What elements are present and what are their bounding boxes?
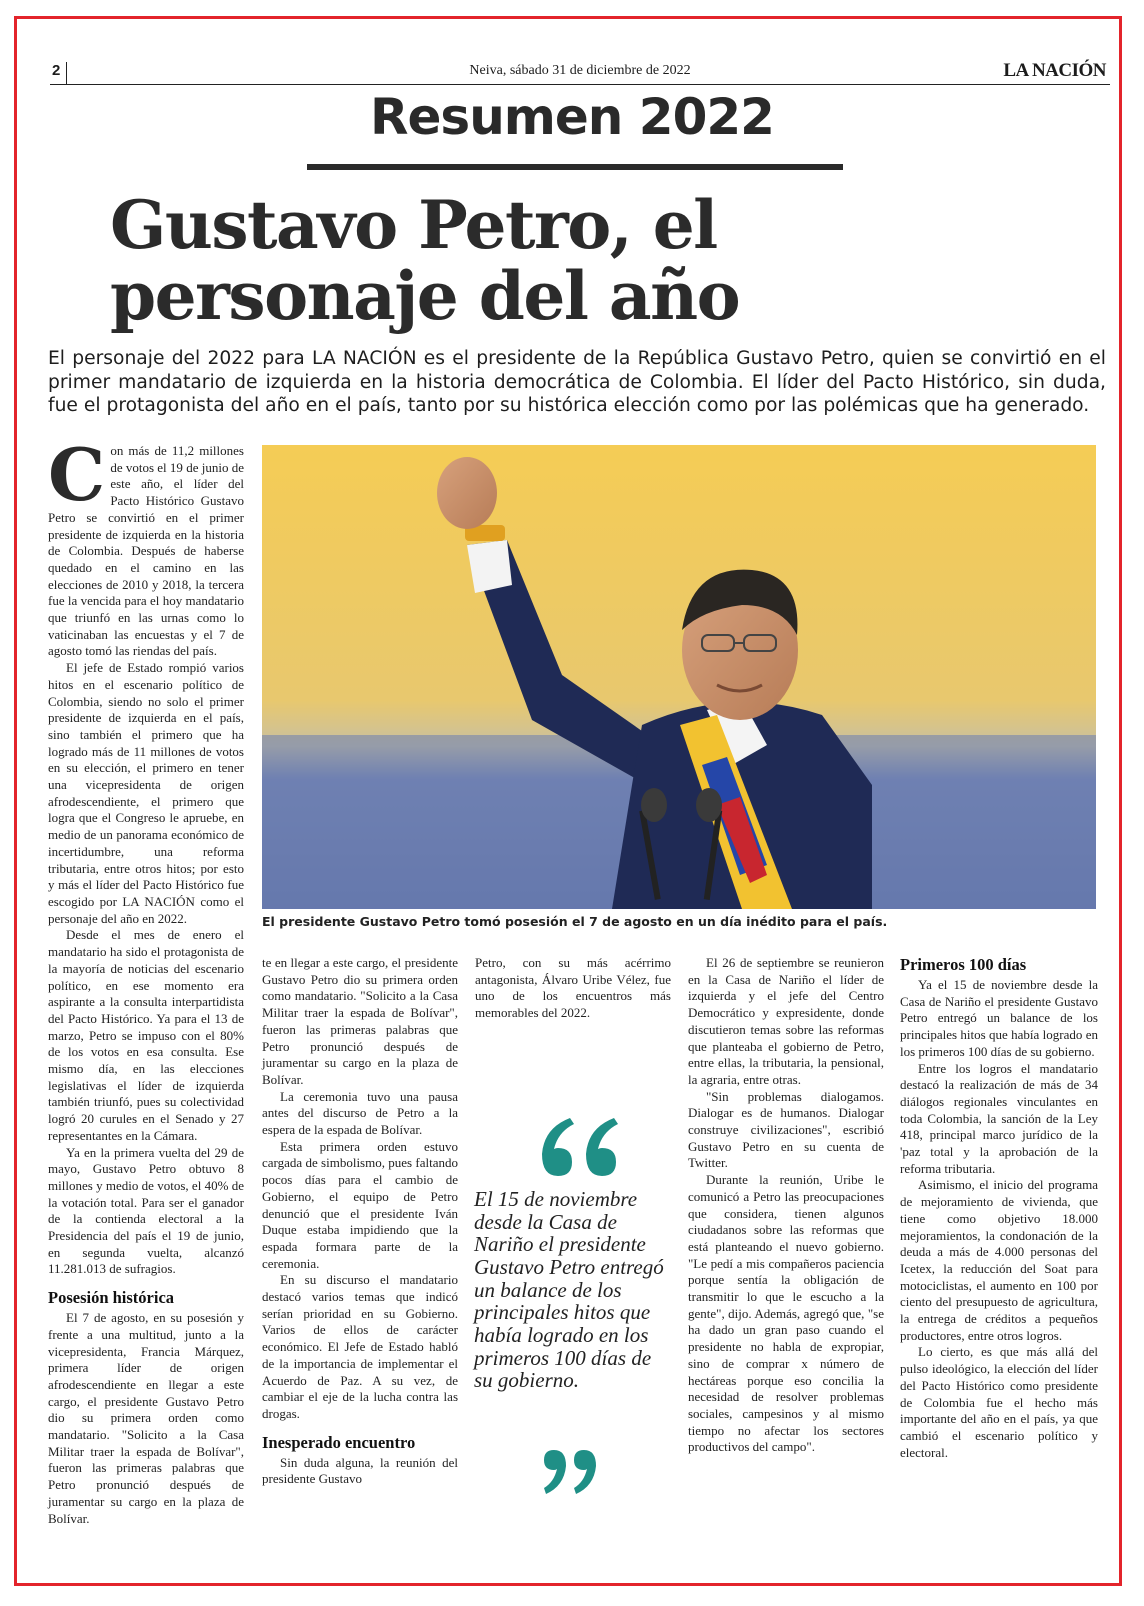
photo-illustration [262, 445, 1096, 909]
subhead-encuentro: Inesperado encuentro [262, 1432, 416, 1452]
petro-photo [262, 445, 1096, 909]
article-paragraph: El 26 de septiembre se reunieron en la Casa de Nariño el líder de izquierda y el jefe del Centro Democrático y expresidente, donde discutieron temas sobre las reformas que planteaba el gobierno de Petro, entre ellas, la tributaria, la pensional, la agraria, entre otras. [688, 955, 884, 1087]
article-paragraph: te en llegar a este cargo, el presidente Gustavo Petro dio su primera orden como mandatario. "Solicito a la Casa Militar traer la espada de Bolívar", fueron las primeras palabras que Petro pronunció después de juramentar su cargo en la plaza de Bolívar. [262, 955, 458, 1087]
article-paragraph: Durante la reunión, Uribe le comunicó a Petro las preocupaciones que considera, tienen algunos ciudadanos sobre las reformas que está planteando el nuevo gobierno. "Le pedí a mis compañeros paciencia porque sentía la obligación de transmitir lo que le escucho a la gente", dijo. Además, agregó que, "se ha dado un gran paso cuando el presidente no habla de expropiar, sino de comprar x número de hectáreas porque eso concilia la necesidad de resolver problemas sociales, campesinos y al mismo tiempo no afectar los sectores productivos del campo". [688, 1172, 884, 1455]
section-title: Resumen 2022 [370, 88, 774, 146]
article-column-5 [900, 955, 1098, 1461]
article-paragraph: Sin duda alguna, la reunión del presidente Gustavo [262, 1454, 458, 1487]
article-paragraph: Ya en la primera vuelta del 29 de mayo, Gustavo Petro obtuvo 8 millones y medio de votos, el 40% de la votación total. Para ser el ganador de la contienda electoral a la Presidencia del país el 19 de junio, en segunda vuelta, alcanzó 11.281.013 de sufragios. [48, 1144, 244, 1277]
subhead-100-dias: Primeros 100 días [900, 955, 1027, 974]
folio-bar [50, 62, 1110, 85]
close-quote-icon [540, 1448, 600, 1496]
article-paragraph: Lo cierto, es que más allá del pulso ideológico, la elección del líder del Pacto Histórico como presidente de Colombia fue el hecho más importante del año en el país, ya que cambió el escenario político y electoral. [900, 1344, 1098, 1460]
article-paragraph: En su discurso el mandatario destacó varios temas que indicó serían prioridad en su Gobierno. Varios de ellos de carácter económico. El Jefe de Estado habló de la importancia de implementar el Acuerdo de Paz. A su vez, de cambiar el eje de la lucha contra las drogas. [262, 1272, 458, 1421]
article-paragraph: "Sin problemas dialogamos. Dialogar es de humanos. Dialogar construye civilizaciones", escribió Gustavo Petro en su cuenta de Twitter. [688, 1088, 884, 1171]
subhead-posesion: Posesión histórica [48, 1288, 175, 1308]
article-paragraph: Asimismo, el inicio del programa de mejoramiento de vivienda, que tiene como objetivo 18.000 mejoramientos, la condonación de la deuda a más de 4.000 personas del Icetex, la reducción del Soat para motociclistas, el aumento en 100 por ciento del presupuesto de agricultura, la entrega de créditos a pequeños productores, entre otros logros. [900, 1177, 1098, 1343]
lead-paragraph: El personaje del 2022 para LA NACIÓN es el presidente de la República Gustavo Petro, quien se convirtió en el primer mandatario de izquierda en la historia democrática de Colombia. El líder del Pacto Histórico, sin duda, fue el protagonista del año en el país, tanto por su histórica elección como por las polémicas que ha generado. [48, 348, 1106, 417]
open-quote-icon [536, 1110, 620, 1182]
article-paragraph: La ceremonia tuvo una pausa antes del discurso de Petro a la espera de la espada de Bolívar. [262, 1088, 458, 1138]
newspaper-logo: LA NACIÓN [1003, 60, 1106, 81]
article-paragraph: Con más de 11,2 millones de votos el 19 de junio de este año, el líder del Pacto Histórico Gustavo Petro se convirtió en el primer presidente de izquierda en la historia de Colombia. Después de haberse quedado en el camino en las elecciones de 2010 y 2018, la tercera fue la vencida para el hoy mandatario que triunfó en las urnas como lo vaticinaban las encuestas y el 7 de agosto tomó las riendas del país. [48, 432, 244, 659]
article-paragraph: Esta primera orden estuvo cargada de simbolismo, pues faltando pocos días para el cambio de Gobierno, el equipo de Petro denunció que el presidente Iván Duque estaba impidiendo que la espada formara parte de la ceremonia. [262, 1138, 458, 1271]
section-rule [307, 164, 843, 170]
drop-cap: C [48, 432, 106, 517]
article-column-2 [262, 955, 458, 1488]
article-column-3 [475, 955, 671, 1022]
article-paragraph: El 7 de agosto, en su posesión y frente a una multitud, junto a la vicepresidenta, Francia Márquez, primera líder de origen afrodescendiente en llegar a este cargo, el presidente Gustavo Petro dio su primera orden como mandatario. "Solicito a la Casa Militar traer la espada de Bolívar", fueron las primeras palabras que Petro pronunció después de juramentar su cargo en la plaza de Bolívar. [48, 1310, 244, 1526]
article-paragraph: El jefe de Estado rompió varios hitos en el escenario político de Colombia, siendo no solo el primer presidente de izquierda en el país, sino también el primero que ha logrado más de 11 millones de votos en su elección, el primero en tener una vicepresidenta de origen afrodescendiente, el primero que logra que el Congreso le apruebe, en medio de un panorama económico de incertidumbre, una reforma tributaria, entre otros hitos; por esto y más el líder del Pacto Histórico fue escogido por LA NACIÓN como el personaje del año en 2022. [48, 660, 244, 926]
article-paragraph: Petro, con su más acérrimo antagonista, Álvaro Uribe Vélez, fue uno de los encuentros más memorables del 2022. [475, 955, 671, 1021]
article-paragraph: Desde el mes de enero el mandatario ha sido el protagonista de la mayoría de noticias del escenario político, en ese momento era aspirante a la consulta interpartidista del Pacto Histórico. Ya para el 13 de marzo, Petro se impuso con el 80% de los votos en esa consulta. Ese mismo día, en las elecciones legislativas el líder de izquierda también triunfó, pues su colectividad logró 20 curules en el Senado y 27 representantes en la Cámara. [48, 927, 244, 1143]
dateline: Neiva, sábado 31 de diciembre de 2022 [469, 63, 691, 78]
article-column-1 [48, 432, 244, 1527]
photo-caption: El presidente Gustavo Petro tomó posesión el 7 de agosto en un día inédito para el país. [262, 914, 888, 929]
page-number: 2 [52, 62, 61, 79]
headline: Gustavo Petro, el personaje del año [110, 186, 740, 336]
article-paragraph: Entre los logros el mandatario destacó la realización de más de 34 diálogos regionales vinculantes en toda Colombia, la sanción de la Ley 418, principal marco jurídico de la 'paz total y la aprobación de la reforma tributaria. [900, 1060, 1098, 1176]
pull-quote: El 15 de noviembre desde la Casa de Nariño el presidente Gustavo Petro entregó un balance de los principales hitos que había logrado en los primeros 100 días de su gobierno. [474, 1187, 664, 1393]
article-paragraph: Ya el 15 de noviembre desde la Casa de Nariño el presidente Gustavo Petro entregó un balance de los principales hitos que había logrado en los primeros 100 días de su gobierno. [900, 977, 1098, 1059]
article-column-4 [688, 955, 884, 1456]
